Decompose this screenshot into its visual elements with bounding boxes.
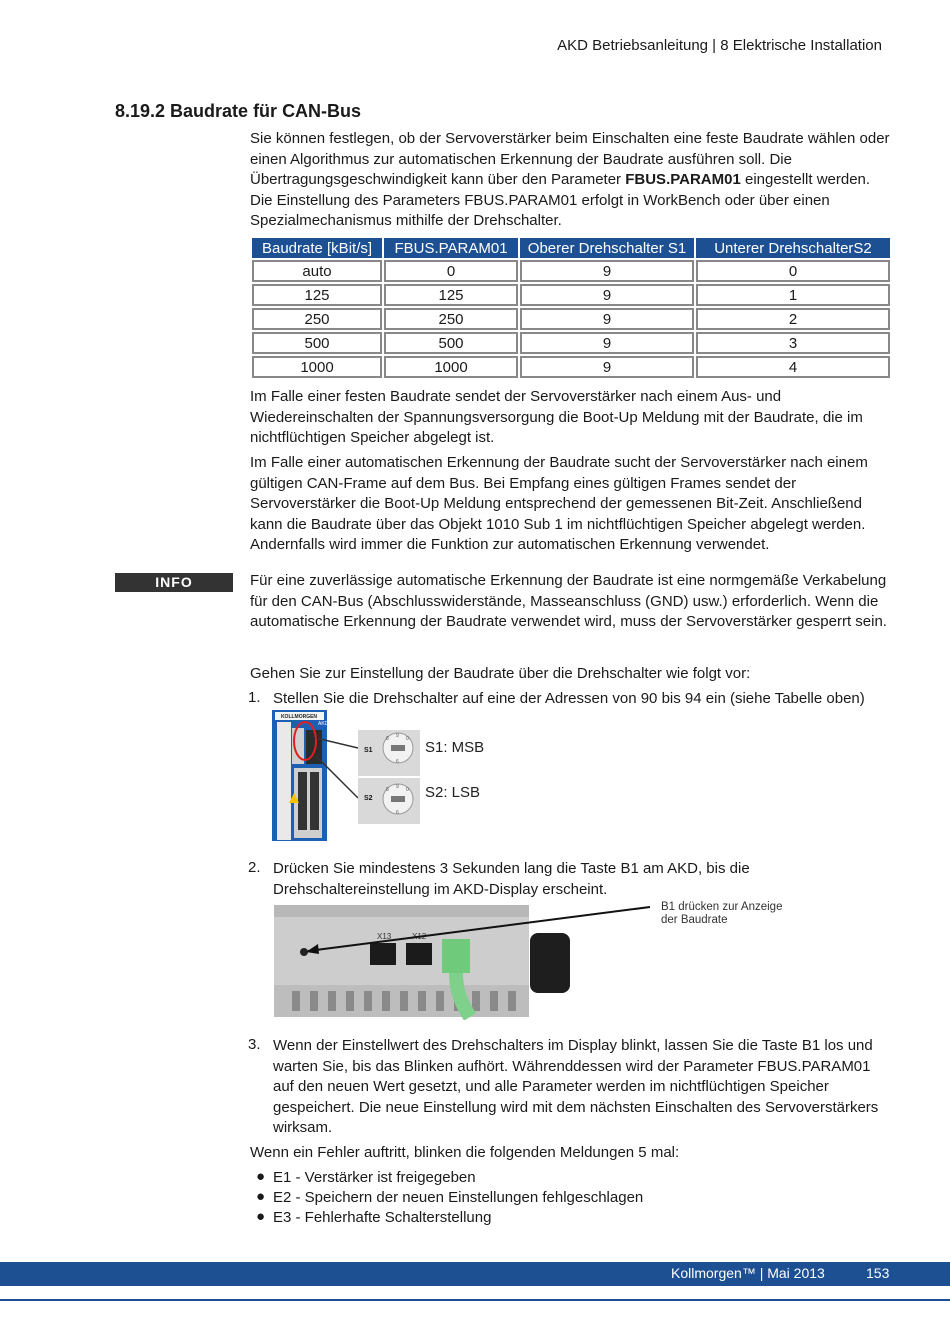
x13-port [370, 943, 396, 965]
model-label: AKD [318, 721, 329, 727]
table-cell: 9 [520, 332, 694, 354]
svg-text:6: 6 [396, 810, 399, 816]
step-number: 2. [248, 859, 261, 876]
table-cell: 1000 [252, 356, 382, 378]
page-header: AKD Betriebsanleitung | 8 Elektrische Installation [557, 37, 882, 54]
footer-divider [0, 1299, 950, 1301]
b1-caption-line1: B1 drücken zur Anzeige [661, 901, 783, 913]
table-row [252, 308, 890, 330]
x13-label: X13 [377, 932, 392, 941]
table-header-cell: Oberer Drehschalter S1 [520, 238, 694, 258]
table-cell: 125 [252, 284, 382, 306]
table-cell: 250 [252, 308, 382, 330]
x12-port [406, 943, 432, 965]
table-cell: 0 [384, 260, 518, 282]
table-header-cell: Baudrate [kBit/s] [252, 238, 382, 258]
table-row [252, 284, 890, 306]
step-text: Drücken Sie mindestens 3 Sekunden lang die Taste B1 am AKD, bis die Drehschaltereinstellung im AKD-Display erscheint. [273, 860, 750, 898]
s2-tag: S2 [364, 795, 373, 802]
svg-text:0: 0 [406, 736, 409, 742]
bullet-icon: ● [256, 1168, 266, 1185]
table-cell: 1000 [384, 356, 518, 378]
svg-text:8: 8 [386, 736, 389, 742]
table-row [252, 356, 890, 378]
bullet-icon: ● [256, 1188, 266, 1205]
error-item: E3 - Fehlerhafte Schalterstellung [273, 1209, 492, 1226]
black-connector [530, 933, 570, 993]
green-cable-plug [442, 939, 470, 973]
step-text: Wenn der Einstellwert des Drehschalters im Display blinkt, lassen Sie die Taste B1 los und warten Sie, bis das Blinken aufhört. Währenddessen wird der Parameter FBUS.PARAM01 auf den neuen Wert gesetzt, und alle Parameter werden im nichtflüchtigen Speicher gespeichert. Die neue Einstellung wird mit dem nächsten Einschalten des Servoverstärkers wirksam. [273, 1037, 879, 1136]
intro-text-1: Sie können festlegen, ob der Servoverstärker beim Einschalten eine feste Baudrate wählen oder einen Algorithmus zur automatischen Erkennung der Baudrate ausführen soll. Die Übertragungsgeschwindigkeit kann über den Parameter [250, 130, 890, 188]
auto-baudrate-paragraph: Im Falle einer automatischen Erkennung der Baudrate sucht der Servoverstärker nach einem gültigen CAN-Frame auf dem Bus. Bei Empfang eines gültigen Frames sendet der Servoverstärker die Boot-Up Meldung entsprechend der gemessenen Bit-Zeit. Anschließend kann die Baudrate über das Objekt 1010 Sub 1 im nichtflüchtigen Speicher abgelegt werden. Andernfalls wird immer die Funktion zur automatischen Erkennung verwendet. [250, 454, 868, 553]
table-cell: 125 [384, 284, 518, 306]
step-number: 3. [248, 1036, 261, 1053]
step-text: Stellen Sie die Drehschalter auf eine der Adressen von 90 bis 94 ein (siehe Tabelle oben) [273, 690, 865, 707]
error-item: E2 - Speichern der neuen Einstellungen fehlgeschlagen [273, 1189, 644, 1206]
intro-text-2: eingestellt werden. Die Einstellung des Parameters FBUS.PARAM01 erfolgt in WorkBench oder über einen Spezialmechanismus mithilfe der Drehschalter. [250, 171, 871, 229]
error-intro: Wenn ein Fehler auftritt, blinken die folgenden Meldungen 5 mal: [250, 1144, 680, 1161]
step-number: 1. [248, 689, 261, 706]
svg-text:6: 6 [396, 759, 399, 765]
svg-text:8: 8 [386, 787, 389, 793]
table-cell: 2 [696, 308, 890, 330]
info-text: Für eine zuverlässige automatische Erkennung der Baudrate ist eine normgemäße Verkabelung für den CAN-Bus (Abschlusswiderstände, Masseanschluss (GND) usw.) erforderlich. Wenn die automatische Erkennung der Baudrate verwendet wird, muss der Servoverstärker gesperrt sein. [250, 572, 887, 630]
b1-button-figure [272, 895, 792, 1020]
table-row [252, 260, 890, 282]
table-cell: 250 [384, 308, 518, 330]
table-cell: 9 [520, 284, 694, 306]
svg-text:9: 9 [396, 784, 399, 790]
steps-intro: Gehen Sie zur Einstellung der Baudrate über die Drehschalter wie folgt vor: [250, 665, 751, 682]
table-cell: 500 [384, 332, 518, 354]
table-cell: 500 [252, 332, 382, 354]
page-number: 153 [866, 1265, 890, 1281]
s2-lsb-label: S2: LSB [425, 784, 481, 801]
intro-paragraph [250, 129, 890, 232]
svg-text:9: 9 [396, 733, 399, 739]
baudrate-table [250, 236, 892, 380]
table-header-row [252, 238, 890, 258]
page-footer [0, 1262, 950, 1286]
error-item: E1 - Verstärker ist freigegeben [273, 1169, 476, 1186]
s1-tag: S1 [364, 747, 373, 754]
footer-text: Kollmorgen™ | Mai 2013 [671, 1265, 825, 1281]
table-cell: 9 [520, 308, 694, 330]
fixed-baudrate-paragraph: Im Falle einer festen Baudrate sendet der Servoverstärker nach einem Aus- und Wiedereinschalten der Spannungsversorgung die Boot-Up Meldung mit der Baudrate, die im nichtflüchtigen Speicher abgelegt ist. [250, 388, 863, 446]
table-cell: 1 [696, 284, 890, 306]
table-cell: 9 [520, 260, 694, 282]
section-title: 8.19.2 Baudrate für CAN-Bus [115, 101, 362, 121]
param-name: FBUS.PARAM01 [625, 171, 741, 188]
table-header-cell: FBUS.PARAM01 [384, 238, 518, 258]
table-cell: 9 [520, 356, 694, 378]
drive-display-column [277, 722, 291, 840]
bullet-icon: ● [256, 1208, 266, 1225]
brand-label: KOLLMORGEN [280, 714, 318, 720]
table-cell: 4 [696, 356, 890, 378]
table-header-cell: Unterer DrehschalterS2 [696, 238, 890, 258]
table-cell: 0 [696, 260, 890, 282]
info-badge: INFO [115, 573, 233, 592]
svg-text:0: 0 [406, 787, 409, 793]
table-row [252, 332, 890, 354]
rotary-switch-figure [272, 708, 487, 843]
table-cell: 3 [696, 332, 890, 354]
b1-caption-line2: der Baudrate [661, 914, 728, 926]
s1-msb-label: S1: MSB [425, 739, 485, 756]
table-cell: auto [252, 260, 382, 282]
